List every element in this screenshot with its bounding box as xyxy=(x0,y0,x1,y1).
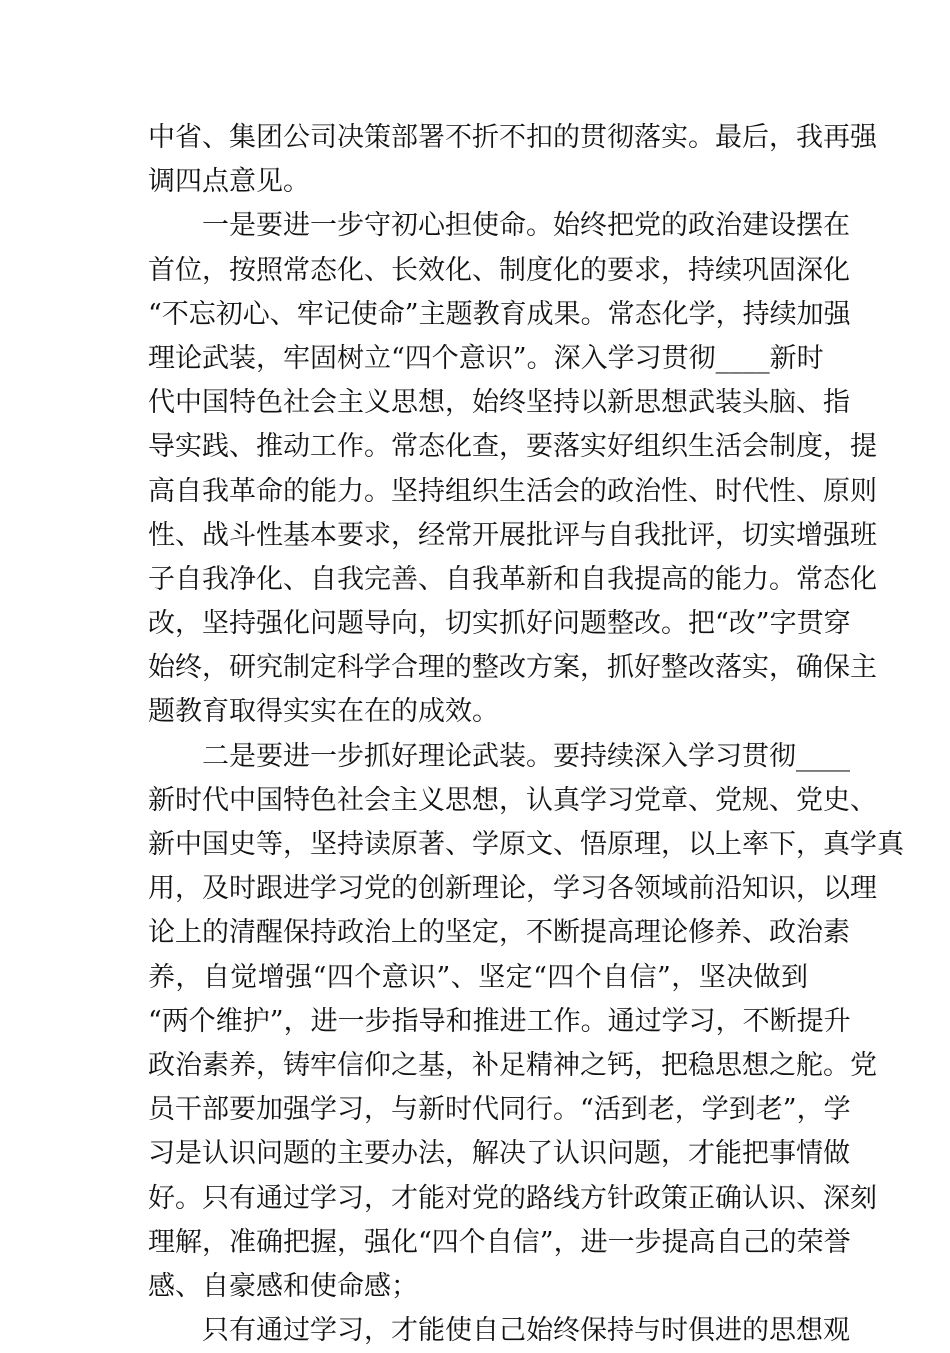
text-line: 始终，研究制定科学合理的整改方案，抓好整改落实，确保主 xyxy=(148,652,877,684)
text-line: 导实践、推动工作。常态化查，要落实好组织生活会制度，提 xyxy=(148,431,877,463)
text-line: 论上的清醒保持政治上的坚定，不断提高理论修养、政治素 xyxy=(148,917,850,949)
text-line: 习是认识问题的主要办法，解决了认识问题，才能把事情做 xyxy=(148,1138,850,1170)
text-line: 新中国史等，坚持读原著、学原文、悟原理，以上率下，真学真 xyxy=(148,829,904,860)
text-line: 新时代中国特色社会主义思想，认真学习党章、党规、党史、 xyxy=(148,784,877,816)
text-line: 调四点意见。 xyxy=(148,166,310,198)
text-line: 养，自觉增强“四个意识”、坚定“四个自信”，坚决做到 xyxy=(148,961,808,993)
text-line: 中省、集团公司决策部署不折不扣的贯彻落实。最后，我再强 xyxy=(148,122,877,153)
text-line: 理解，准确把握，强化“四个自信”，进一步提高自己的荣誉 xyxy=(148,1226,851,1258)
text-line: 子自我净化、自我完善、自我革新和自我提高的能力。常态化 xyxy=(148,563,877,595)
text-line: 性、战斗性基本要求，经常开展批评与自我批评，切实增强班 xyxy=(148,519,877,551)
text-line: 理论武装，牢固树立“四个意识”。深入学习贯彻____新时 xyxy=(148,342,824,374)
text-line: “不忘初心、牢记使命”主题教育成果。常态化学，持续加强 xyxy=(148,298,851,330)
text-line: 只有通过学习，才能使自己始终保持与时俱进的思想观 xyxy=(202,1315,850,1347)
text-line: 好。只有通过学习，才能对党的路线方针政策正确认识、深刻 xyxy=(148,1182,877,1214)
text-line: 改，坚持强化问题导向，切实抓好问题整改。把“改”字贯穿 xyxy=(148,608,851,640)
text-line: “两个维护”，进一步指导和推进工作。通过学习，不断提升 xyxy=(148,1005,851,1037)
text-line: 感、自豪感和使命感； xyxy=(148,1270,418,1302)
text-line: 用，及时跟进学习党的创新理论，学习各领域前沿知识，以理 xyxy=(148,873,877,905)
text-line: 高自我革命的能力。坚持组织生活会的政治性、时代性、原则 xyxy=(148,475,877,507)
text-line: 二是要进一步抓好理论武装。要持续深入学习贯彻____ xyxy=(202,740,850,772)
text-line: 一是要进一步守初心担使命。始终把党的政治建设摆在 xyxy=(202,210,850,242)
text-line: 代中国特色社会主义思想，始终坚持以新思想武装头脑、指 xyxy=(148,387,850,419)
text-line: 题教育取得实实在在的成效。 xyxy=(148,696,499,728)
document-body xyxy=(148,116,904,1353)
text-line: 员干部要加强学习，与新时代同行。“活到老，学到老”，学 xyxy=(148,1094,851,1126)
text-line: 首位，按照常态化、长效化、制度化的要求，持续巩固深化 xyxy=(148,254,850,286)
text-line: 政治素养，铸牢信仰之基，补足精神之钙，把稳思想之舵。党 xyxy=(148,1049,877,1081)
